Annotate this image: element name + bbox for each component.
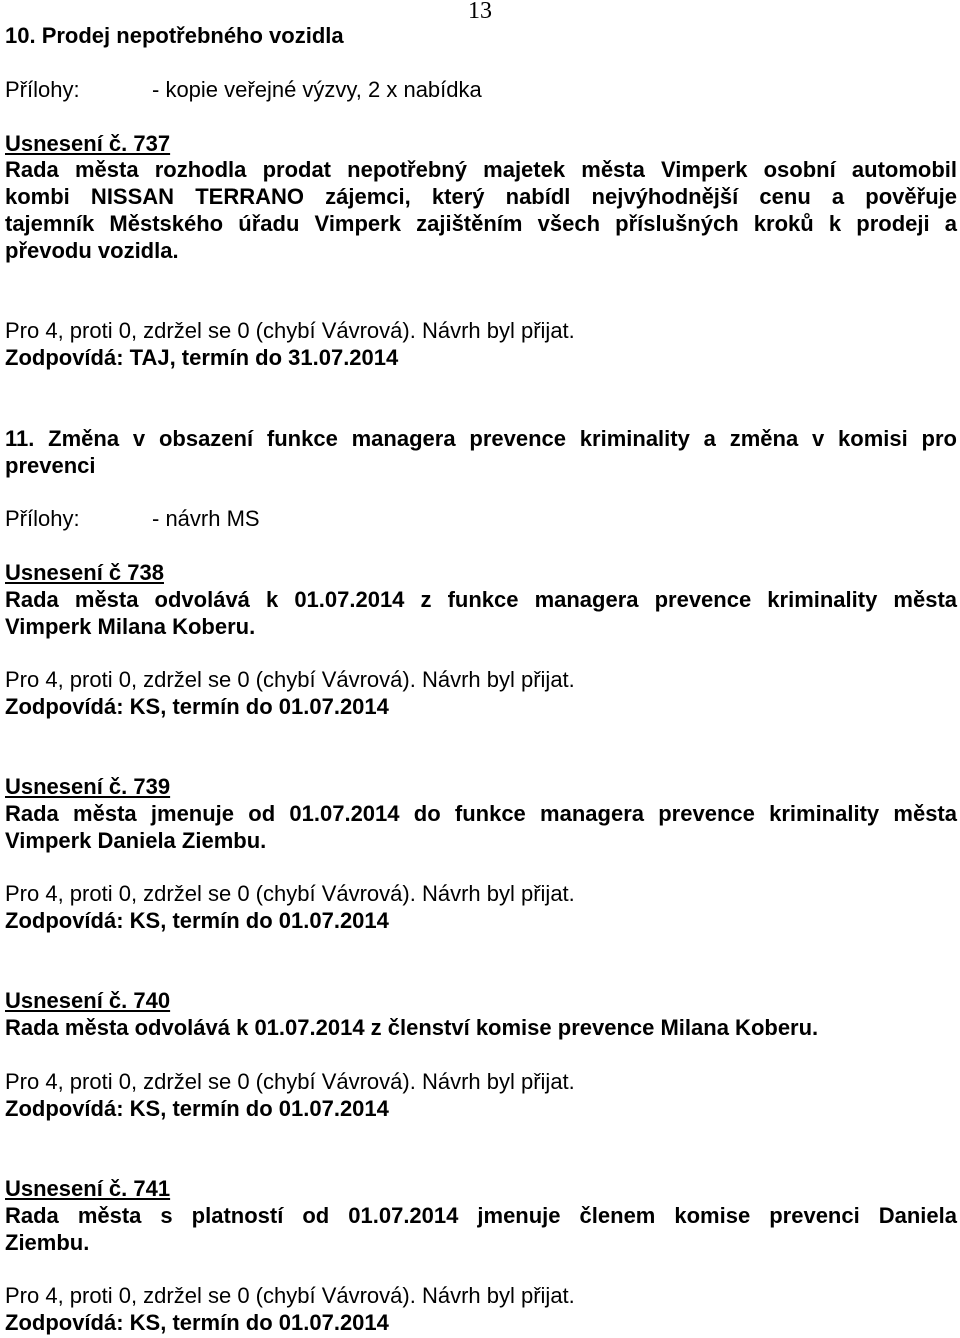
resolution-741-line-2: Ziembu. [5,1230,90,1255]
resolution-737-line-4: převodu vozidla. [5,238,179,263]
resolution-740-title: Usnesení č. 740 [5,988,171,1013]
section-11-heading-line-2: prevenci [5,453,96,478]
resolution-741-responsible: Zodpovídá: KS, termín do 01.07.2014 [5,1310,389,1335]
section-10-attachments-label: Přílohy: [5,77,80,102]
resolution-740-responsible: Zodpovídá: KS, termín do 01.07.2014 [5,1096,389,1121]
resolution-739-responsible: Zodpovídá: KS, termín do 01.07.2014 [5,908,389,933]
resolution-741-title: Usnesení č. 741 [5,1176,171,1201]
resolution-739-line-1: Rada města jmenuje od 01.07.2014 do funkce managera prevence kriminality města [5,801,957,826]
resolution-738-vote: Pro 4, proti 0, zdržel se 0 (chybí Vávrová). Návrh byl přijat. [5,667,575,692]
resolution-738-line-2: Vimperk Milana Koberu. [5,614,256,639]
resolution-737-responsible: Zodpovídá: TAJ, termín do 31.07.2014 [5,345,399,370]
resolution-737-line-2: kombi NISSAN TERRANO zájemci, který nabídl nejvýhodnější cenu a pověřuje [5,184,957,209]
resolution-738-responsible: Zodpovídá: KS, termín do 01.07.2014 [5,694,389,719]
resolution-737-vote: Pro 4, proti 0, zdržel se 0 (chybí Vávrová). Návrh byl přijat. [5,318,575,343]
resolution-738-title: Usnesení č 738 [5,560,164,585]
resolution-740-line-1: Rada města odvolává k 01.07.2014 z členství komise prevence Milana Koberu. [5,1015,819,1040]
section-11-heading-line-1: 11. Změna v obsazení funkce managera prevence kriminality a změna v komisi pro [5,426,957,451]
resolution-741-vote: Pro 4, proti 0, zdržel se 0 (chybí Vávrová). Návrh byl přijat. [5,1283,575,1308]
section-10-attachments-value: - kopie veřejné výzvy, 2 x nabídka [152,77,482,102]
section-11-attachments-label: Přílohy: [5,506,80,531]
resolution-738-line-1: Rada města odvolává k 01.07.2014 z funkce managera prevence kriminality města [5,587,957,612]
resolution-740-vote: Pro 4, proti 0, zdržel se 0 (chybí Vávrová). Návrh byl přijat. [5,1069,575,1094]
resolution-741-line-1: Rada města s platností od 01.07.2014 jmenuje členem komise prevenci Daniela [5,1203,957,1228]
resolution-739-title: Usnesení č. 739 [5,774,171,799]
resolution-737-title: Usnesení č. 737 [5,131,171,156]
page-number: 13 [468,0,492,24]
section-10-heading: 10. Prodej nepotřebného vozidla [5,23,344,48]
resolution-739-vote: Pro 4, proti 0, zdržel se 0 (chybí Vávrová). Návrh byl přijat. [5,881,575,906]
section-11-attachments-value: - návrh MS [152,506,260,531]
resolution-737-line-3: tajemník Městského úřadu Vimperk zajištěním všech příslušných kroků k prodeji a [5,211,957,236]
resolution-737-line-1: Rada města rozhodla prodat nepotřebný majetek města Vimperk osobní automobil [5,157,957,182]
resolution-739-line-2: Vimperk Daniela Ziembu. [5,828,267,853]
